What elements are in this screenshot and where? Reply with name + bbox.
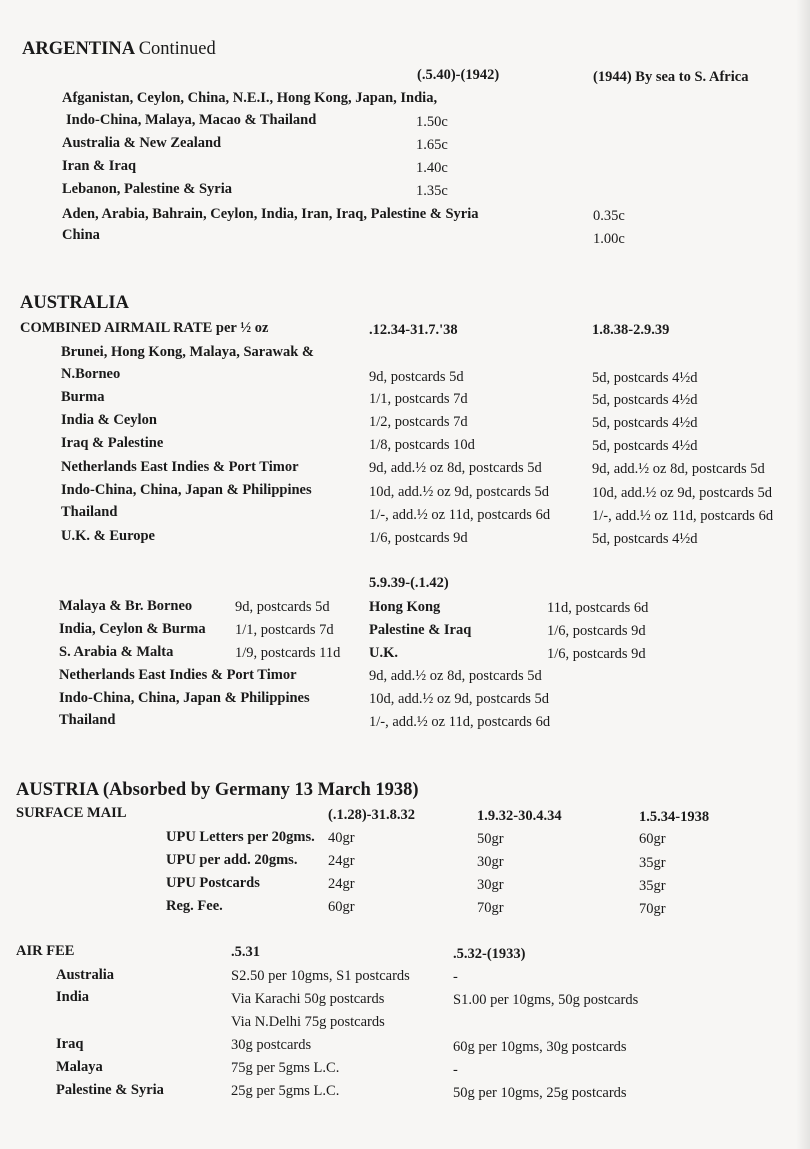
austria-surface-header: 1.9.32-30.4.34 — [477, 808, 562, 824]
australia-dest: U.K. & Europe — [61, 528, 155, 544]
austria-surface-row-label: UPU per add. 20gms. — [166, 852, 298, 868]
argentina-dest: Aden, Arabia, Bahrain, Ceylon, India, Iran, Iraq, Palestine & Syria — [62, 206, 479, 222]
argentina-rate2: 1.00c — [593, 231, 625, 247]
argentina-rate2: 0.35c — [593, 208, 625, 224]
australia-rate1: 1/6, postcards 9d — [369, 530, 468, 546]
australia-rate1: 1/-, add.½ oz 11d, postcards 6d — [369, 507, 551, 523]
austria-surface-value: 70gr — [477, 900, 504, 916]
austria-surface-value: 60gr — [639, 831, 666, 847]
austria-air-header: .5.31 — [231, 944, 260, 960]
australia-rate2: 5d, postcards 4½d — [592, 370, 698, 386]
austria-surface-header: (.1.28)-31.8.32 — [328, 807, 415, 823]
australia-p2-dest: Thailand — [59, 712, 116, 728]
australia-p2-right-dest: U.K. — [369, 645, 398, 661]
section-title-australia: AUSTRALIA — [20, 293, 129, 313]
australia-p2-left-rate: 1/9, postcards 11d — [235, 645, 341, 661]
australia-rate1: 1/8, postcards 10d — [369, 437, 475, 453]
australia-p2-left-dest: S. Arabia & Malta — [59, 644, 174, 660]
australia-p2-dest: Netherlands East Indies & Port Timor — [59, 667, 297, 683]
argentina-dest: Afganistan, Ceylon, China, N.E.I., Hong Kong, Japan, India, — [62, 90, 438, 106]
argentina-dest: China — [62, 227, 100, 243]
argentina-rate1: 1.65c — [416, 137, 448, 153]
australia-col1-header: .12.34-31.7.'38 — [369, 322, 458, 338]
austria-air-rate1: 25g per 5gms L.C. — [231, 1083, 340, 1099]
argentina-rate1: 1.50c — [416, 114, 448, 130]
austria-air-rate1: S2.50 per 10gms, S1 postcards — [231, 968, 410, 984]
austria-air-dest: Malaya — [56, 1059, 103, 1075]
austria-surface-value: 30gr — [477, 854, 504, 870]
australia-dest: N.Borneo — [61, 366, 121, 382]
australia-col2-header: 1.8.38-2.9.39 — [592, 322, 670, 338]
australia-p2-right-dest: Palestine & Iraq — [369, 622, 472, 638]
australia-p2-left-rate: 1/1, postcards 7d — [235, 622, 334, 638]
austria-surface-value: 24gr — [328, 876, 355, 892]
page-edge-shadow — [796, 0, 810, 1149]
austria-surface-value: 70gr — [639, 901, 666, 917]
australia-rate2: 5d, postcards 4½d — [592, 392, 698, 408]
austria-air-label: AIR FEE — [16, 943, 75, 959]
australia-p2-right-rate: 1/6, postcards 9d — [547, 623, 646, 639]
australia-period2-header: 5.9.39-(.1.42) — [369, 575, 449, 591]
argentina-dest: Lebanon, Palestine & Syria — [62, 181, 232, 197]
australia-p2-left-rate: 9d, postcards 5d — [235, 599, 330, 615]
austria-surface-value: 35gr — [639, 878, 666, 894]
australia-p2-rate: 10d, add.½ oz 9d, postcards 5d — [369, 691, 550, 707]
argentina-rate1: 1.35c — [416, 183, 448, 199]
argentina-dest: Indo-China, Malaya, Macao & Thailand — [66, 112, 317, 128]
austria-air-header: .5.32-(1933) — [453, 946, 526, 962]
austria-air-rate2: 60g per 10gms, 30g postcards — [453, 1039, 627, 1055]
australia-p2-rate: 9d, add.½ oz 8d, postcards 5d — [369, 668, 542, 684]
australia-rate2: 5d, postcards 4½d — [592, 415, 698, 431]
argentina-dest: Iran & Iraq — [62, 158, 137, 174]
austria-air-dest: Palestine & Syria — [56, 1082, 164, 1098]
section-title-argentina: ARGENTINA Continued — [22, 39, 216, 59]
australia-rate1: 10d, add.½ oz 9d, postcards 5d — [369, 484, 550, 500]
australia-dest: Iraq & Palestine — [61, 435, 164, 451]
australia-rate2: 5d, postcards 4½d — [592, 531, 698, 547]
australia-dest: Netherlands East Indies & Port Timor — [61, 459, 299, 475]
austria-air-rate1: 75g per 5gms L.C. — [231, 1060, 340, 1076]
argentina-col1-header: (.5.40)-(1942) — [417, 67, 500, 83]
section-title-austria: AUSTRIA (Absorbed by Germany 13 March 1938) — [16, 780, 419, 800]
austria-air-rate2: S1.00 per 10gms, 50g postcards — [453, 992, 639, 1008]
australia-subtitle: COMBINED AIRMAIL RATE per ½ oz — [20, 320, 269, 336]
austria-air-dest: Iraq — [56, 1036, 84, 1052]
austria-air-rate2: - — [453, 1062, 458, 1078]
argentina-dest: Australia & New Zealand — [62, 135, 222, 151]
austria-surface-value: 35gr — [639, 855, 666, 871]
austria-air-rate1: 30g postcards — [231, 1037, 312, 1053]
austria-surface-value: 30gr — [477, 877, 504, 893]
australia-rate1: 1/1, postcards 7d — [369, 391, 468, 407]
austria-air-rate2: 50g per 10gms, 25g postcards — [453, 1085, 627, 1101]
austria-air-dest: Australia — [56, 967, 114, 983]
australia-rate2: 10d, add.½ oz 9d, postcards 5d — [592, 485, 773, 501]
austria-surface-value: 40gr — [328, 830, 355, 846]
australia-rate1: 1/2, postcards 7d — [369, 414, 468, 430]
australia-rate2: 9d, add.½ oz 8d, postcards 5d — [592, 461, 765, 477]
austria-surface-row-label: Reg. Fee. — [166, 898, 223, 914]
australia-p2-right-rate: 1/6, postcards 9d — [547, 646, 646, 662]
australia-p2-rate: 1/-, add.½ oz 11d, postcards 6d — [369, 714, 551, 730]
australia-rate1: 9d, add.½ oz 8d, postcards 5d — [369, 460, 542, 476]
australia-p2-left-dest: Malaya & Br. Borneo — [59, 598, 193, 614]
austria-surface-value: 24gr — [328, 853, 355, 869]
australia-rate1: 9d, postcards 5d — [369, 369, 464, 385]
australia-dest: Brunei, Hong Kong, Malaya, Sarawak & — [61, 344, 314, 360]
australia-dest: India & Ceylon — [61, 412, 157, 428]
australia-p2-dest: Indo-China, China, Japan & Philippines — [59, 690, 310, 706]
austria-surface-header: 1.5.34-1938 — [639, 809, 710, 825]
austria-surface-value: 50gr — [477, 831, 504, 847]
argentina-rate1: 1.40c — [416, 160, 448, 176]
austria-surface-row-label: UPU Postcards — [166, 875, 260, 891]
australia-rate2: 5d, postcards 4½d — [592, 438, 698, 454]
australia-p2-right-rate: 11d, postcards 6d — [547, 600, 649, 616]
austria-air-rate1: Via Karachi 50g postcards — [231, 991, 385, 1007]
austria-surface-value: 60gr — [328, 899, 355, 915]
australia-dest: Indo-China, China, Japan & Philippines — [61, 482, 312, 498]
australia-dest: Thailand — [61, 504, 118, 520]
australia-p2-left-dest: India, Ceylon & Burma — [59, 621, 206, 637]
australia-rate2: 1/-, add.½ oz 11d, postcards 6d — [592, 508, 774, 524]
austria-surface-label: SURFACE MAIL — [16, 805, 127, 821]
austria-air-rate2: - — [453, 969, 458, 985]
austria-air-rate1: Via N.Delhi 75g postcards — [231, 1014, 385, 1030]
austria-air-dest: India — [56, 989, 90, 1005]
australia-dest: Burma — [61, 389, 105, 405]
australia-p2-right-dest: Hong Kong — [369, 599, 441, 615]
austria-surface-row-label: UPU Letters per 20gms. — [166, 829, 315, 845]
argentina-col2-header: (1944) By sea to S. Africa — [593, 69, 749, 85]
